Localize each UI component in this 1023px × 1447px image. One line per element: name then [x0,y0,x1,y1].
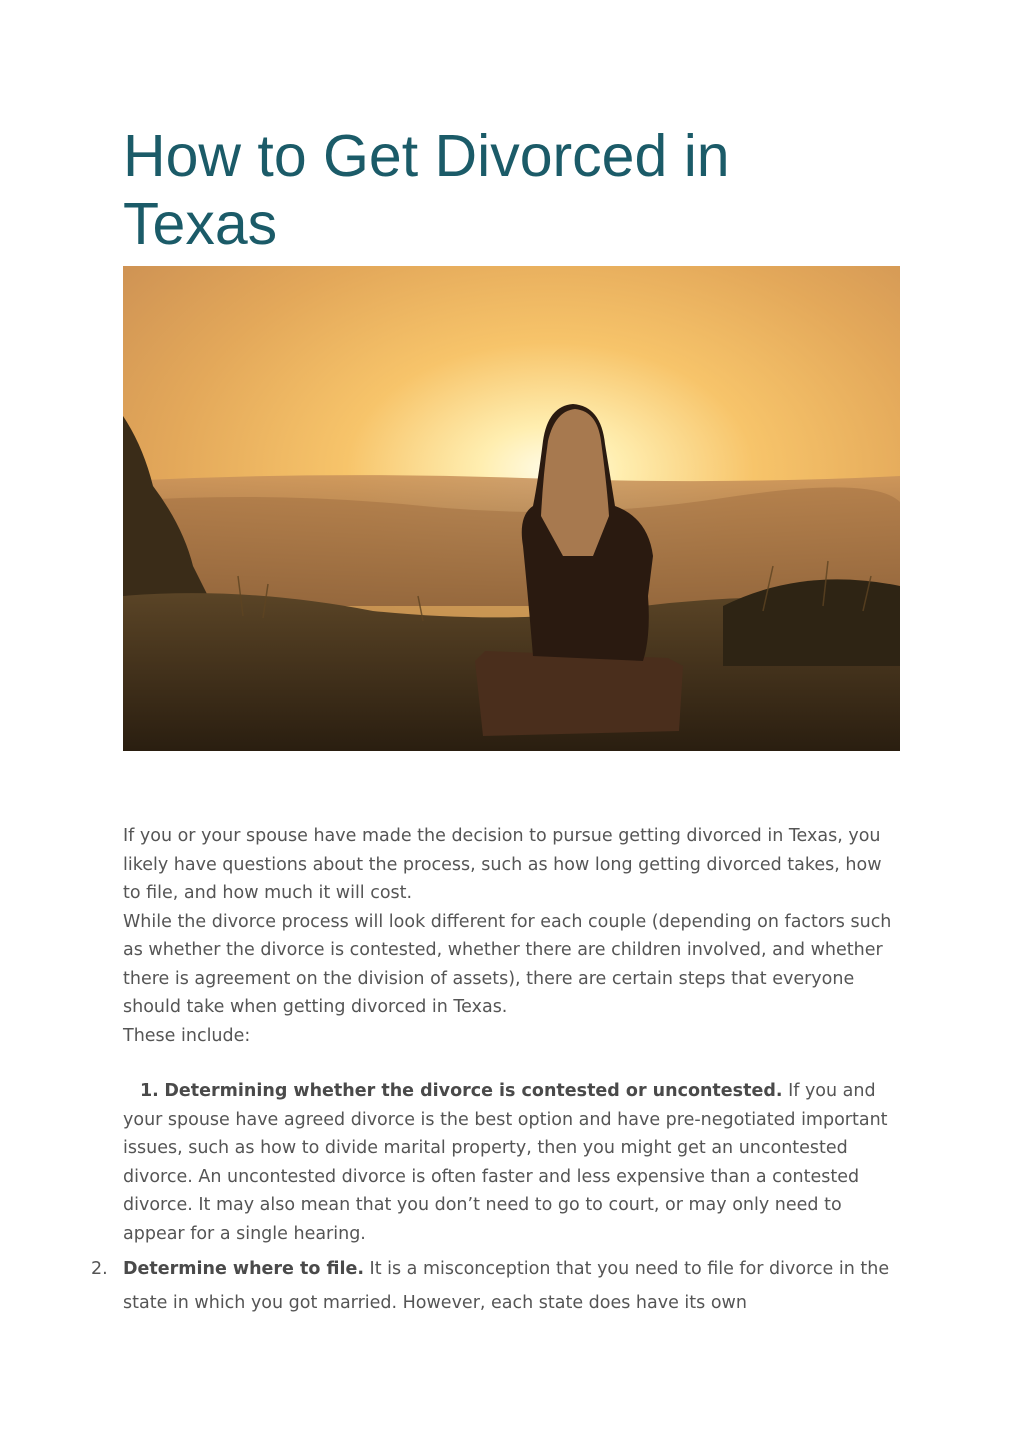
step-number: 2. [91,1259,108,1279]
list-item [91,1252,898,1320]
step-number: 1. [140,1081,159,1101]
page-title: How to Get Divorced in Texas [123,123,730,257]
intro-paragraph: While the divorce process will look different for each couple (depending on factors such as whether the divorce is contested, whether there are children involved, and whether there is agreement on the division of assets), there are certain steps that everyone should take when getting divorced in Texas. [123,911,892,1017]
step-heading: Determining whether the divorce is contested or uncontested. [164,1081,783,1101]
list-item [123,1077,898,1248]
sunset-photo-illustration [123,266,900,751]
step-heading: Determine where to file. [123,1259,364,1279]
hero-photo [123,266,900,751]
intro-paragraph: These include: [123,1025,251,1046]
step-text: If you and your spouse have agreed divorce is the best option and have pre-negotiated important issues, such as how to divide marital property, then you might get an uncontested divorce. An uncontested divorce is often faster and less expensive than a contested divorce. It may also mean that you don’t need to go to court, or may only need to appear for a single hearing. [123,1081,888,1244]
intro-section [123,822,898,1050]
step-text: It is a misconception that you need to file for divorce in the state in which you got married. However, each state does have its own [123,1259,890,1313]
intro-paragraph: If you or your spouse have made the decision to pursue getting divorced in Texas, you likely have questions about the process, such as how long getting divorced takes, how to file, and how much it will cost. [123,826,882,903]
